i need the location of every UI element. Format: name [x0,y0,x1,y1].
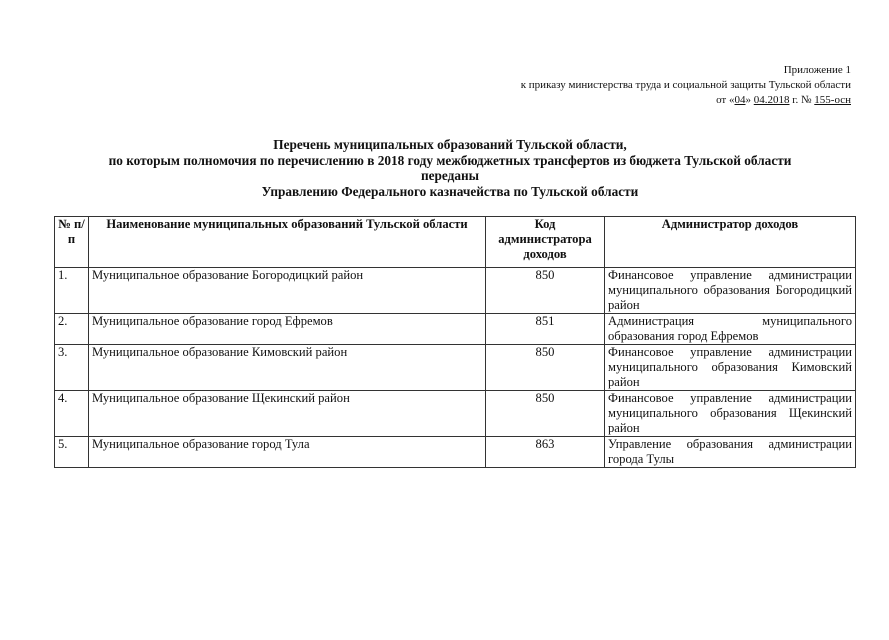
row-admin: Финансовое управление администрации муниципального образования Кимовский район [605,345,856,391]
row-num: 3. [55,345,89,391]
row-name: Муниципальное образование город Ефремов [89,314,486,345]
header-admin: Администратор доходов [605,217,856,268]
row-code: 850 [486,268,605,314]
row-code: 850 [486,391,605,437]
order-number: 155-осн [814,94,851,106]
table-header-row [55,217,856,268]
appendix-line-2: к приказу министерства труда и социальной защиты Тульской области [520,79,851,91]
title-line-3: переданы [420,168,480,183]
row-name: Муниципальное образование Кимовский район [89,345,486,391]
municipalities-table [54,216,856,468]
row-num: 1. [55,268,89,314]
date-month-year: 04.2018 [753,94,790,106]
table-row [55,391,856,437]
row-admin: Управление образования администрации города Тулы [605,437,856,468]
date-mid: » [745,94,754,106]
row-admin: Финансовое управление администрации муниципального образования Щекинский район [605,391,856,437]
row-name: Муниципальное образование Богородицкий район [89,268,486,314]
table-row [55,345,856,391]
title-line-1: Перечень муниципальных образований Тульской области, [273,137,627,152]
appendix-line-1: Приложение 1 [783,64,851,76]
header-num: № п/п [55,217,89,268]
date-day: 04 [734,94,746,106]
date-prefix: от « [716,94,735,106]
row-num: 5. [55,437,89,468]
row-code: 850 [486,345,605,391]
table-row [55,437,856,468]
row-num: 2. [55,314,89,345]
title-line-2: по которым полномочия по перечислению в 2018 году межбюджетных трансфертов из бюджета Тульской области [108,152,792,168]
row-admin: Администрация муниципального образования город Ефремов [605,314,856,345]
row-code: 863 [486,437,605,468]
header-name: Наименование муниципальных образований Тульской области [89,217,486,268]
header-code: Код администратора доходов [486,217,605,268]
row-code: 851 [486,314,605,345]
row-num: 4. [55,391,89,437]
title-line-4: Управлению Федерального казначейства по Тульской области [261,183,639,199]
document-title [40,137,860,199]
row-admin: Финансовое управление администрации муниципального образования Богородицкий район [605,268,856,314]
row-name: Муниципальное образование город Тула [89,437,486,468]
table-row [55,268,856,314]
date-suffix: г. № [789,94,815,106]
appendix-date-line [521,93,851,108]
table-row [55,314,856,345]
appendix-header [521,63,851,108]
row-name: Муниципальное образование Щекинский район [89,391,486,437]
